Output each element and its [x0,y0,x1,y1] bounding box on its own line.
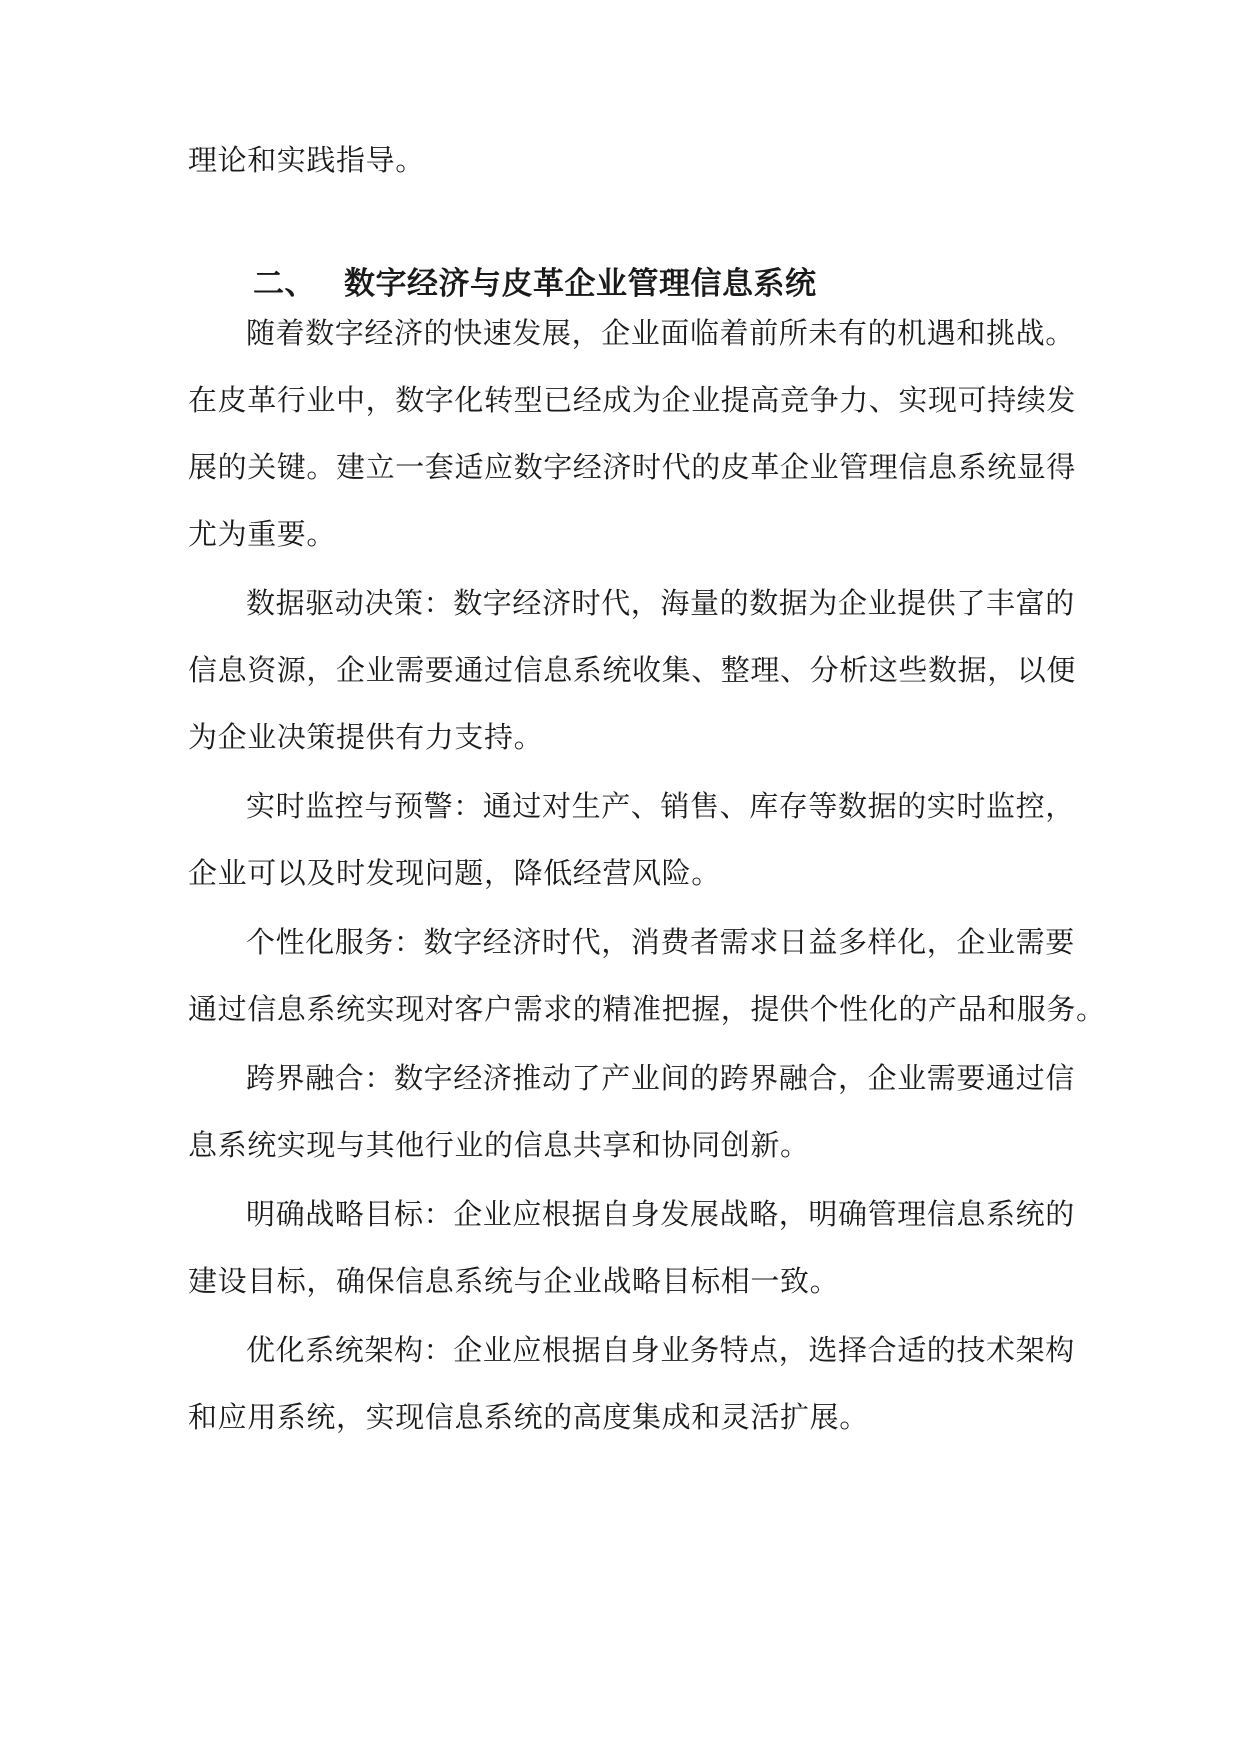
paragraph-line: 跨界融合：数字经济推动了产业间的跨界融合，企业需要通过信 [246,1061,1075,1095]
paragraph-line: 企业可以及时发现问题，降低经营风险。 [188,856,721,890]
paragraph-line: 实时监控与预警：通过对生产、销售、库存等数据的实时监控， [246,789,1075,823]
paragraph-line: 展的关键。建立一套适应数字经济时代的皮革企业管理信息系统显得 [188,450,1077,484]
section-heading [253,258,817,303]
paragraph-line: 数据驱动决策：数字经济时代，海量的数据为企业提供了丰富的 [246,586,1075,620]
paragraph-line: 息系统实现与其他行业的信息共享和协同创新。 [188,1128,810,1162]
paragraph-line: 尤为重要。 [188,517,337,551]
paragraph-line: 通过信息系统实现对客户需求的精准把握，提供个性化的产品和服务。 [188,992,1106,1026]
continuation-text: 理论和实践指导。 [188,143,425,177]
paragraph-line: 信息资源，企业需要通过信息系统收集、整理、分析这些数据，以便 [188,653,1077,687]
section-title: 数字经济与皮革企业管理信息系统 [344,266,817,302]
section-number: 二、 [253,266,316,302]
paragraph-line: 建设目标，确保信息系统与企业战略目标相一致。 [188,1264,840,1298]
paragraph-line: 优化系统架构：企业应根据自身业务特点，选择合适的技术架构 [246,1333,1075,1367]
paragraph-line: 随着数字经济的快速发展，企业面临着前所未有的机遇和挑战。 [246,316,1075,350]
paragraph-line: 在皮革行业中，数字化转型已经成为企业提高竞争力、实现可持续发 [188,383,1077,417]
paragraph-line: 明确战略目标：企业应根据自身发展战略，明确管理信息系统的 [246,1197,1075,1231]
paragraph-line: 个性化服务：数字经济时代，消费者需求日益多样化，企业需要 [246,925,1075,959]
paragraph-line: 和应用系统，实现信息系统的高度集成和灵活扩展。 [188,1400,869,1434]
paragraph-line: 为企业决策提供有力支持。 [188,720,544,754]
